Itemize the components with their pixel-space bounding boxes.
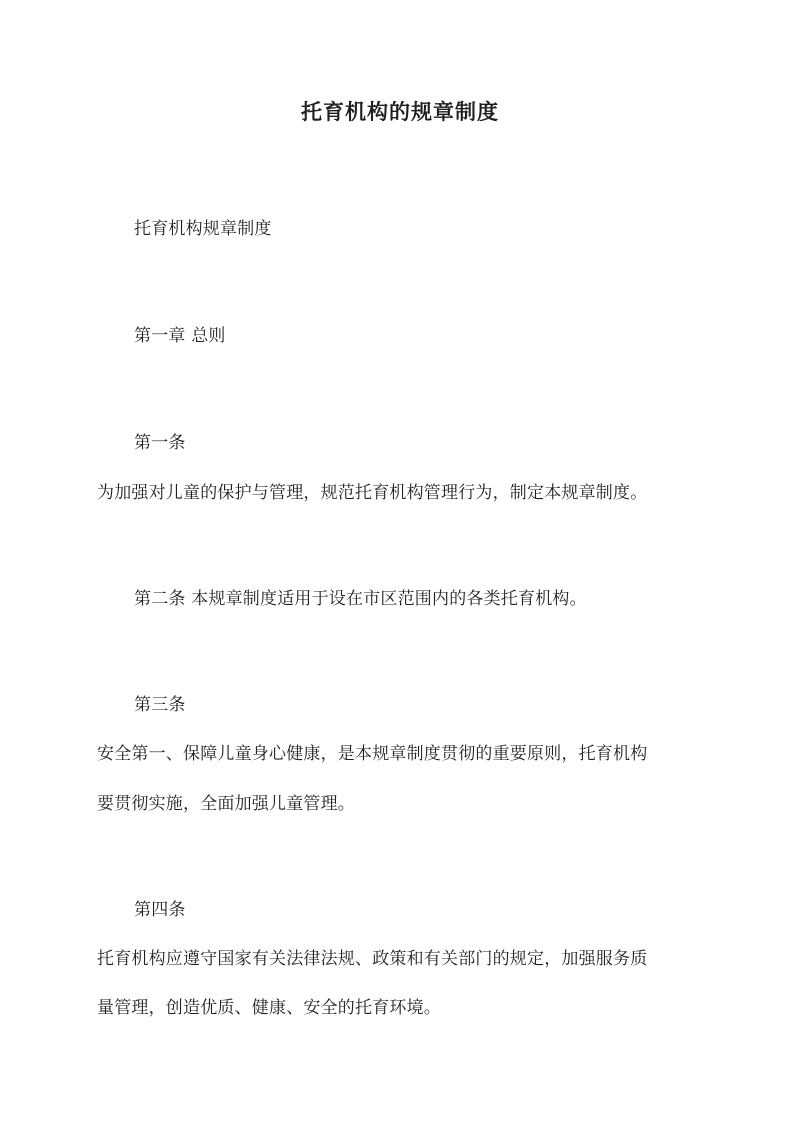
document-subtitle: 托育机构规章制度 xyxy=(134,219,272,239)
article-3-heading: 第三条 xyxy=(134,695,186,715)
chapter-heading: 第一章 总则 xyxy=(134,326,226,346)
article-4-body-line: 托育机构应遵守国家有关法律法规、政策和有关部门的规定，加强服务质 xyxy=(97,949,648,969)
article-4-body-line: 量管理，创造优质、健康、安全的托育环境。 xyxy=(97,998,441,1018)
article-1-heading: 第一条 xyxy=(134,433,186,453)
article-3-body-line: 要贯彻实施，全面加强儿童管理。 xyxy=(97,794,355,814)
article-3-body-line: 安全第一、保障儿童身心健康，是本规章制度贯彻的重要原则，托育机构 xyxy=(97,744,648,764)
article-1-body-line: 为加强对儿童的保护与管理，规范托育机构管理行为，制定本规章制度。 xyxy=(97,483,648,503)
document-title: 托育机构的规章制度 xyxy=(301,99,499,124)
article-2-heading: 第二条 本规章制度适用于设在市区范围内的各类托育机构。 xyxy=(134,589,587,609)
article-4-heading: 第四条 xyxy=(134,900,186,920)
